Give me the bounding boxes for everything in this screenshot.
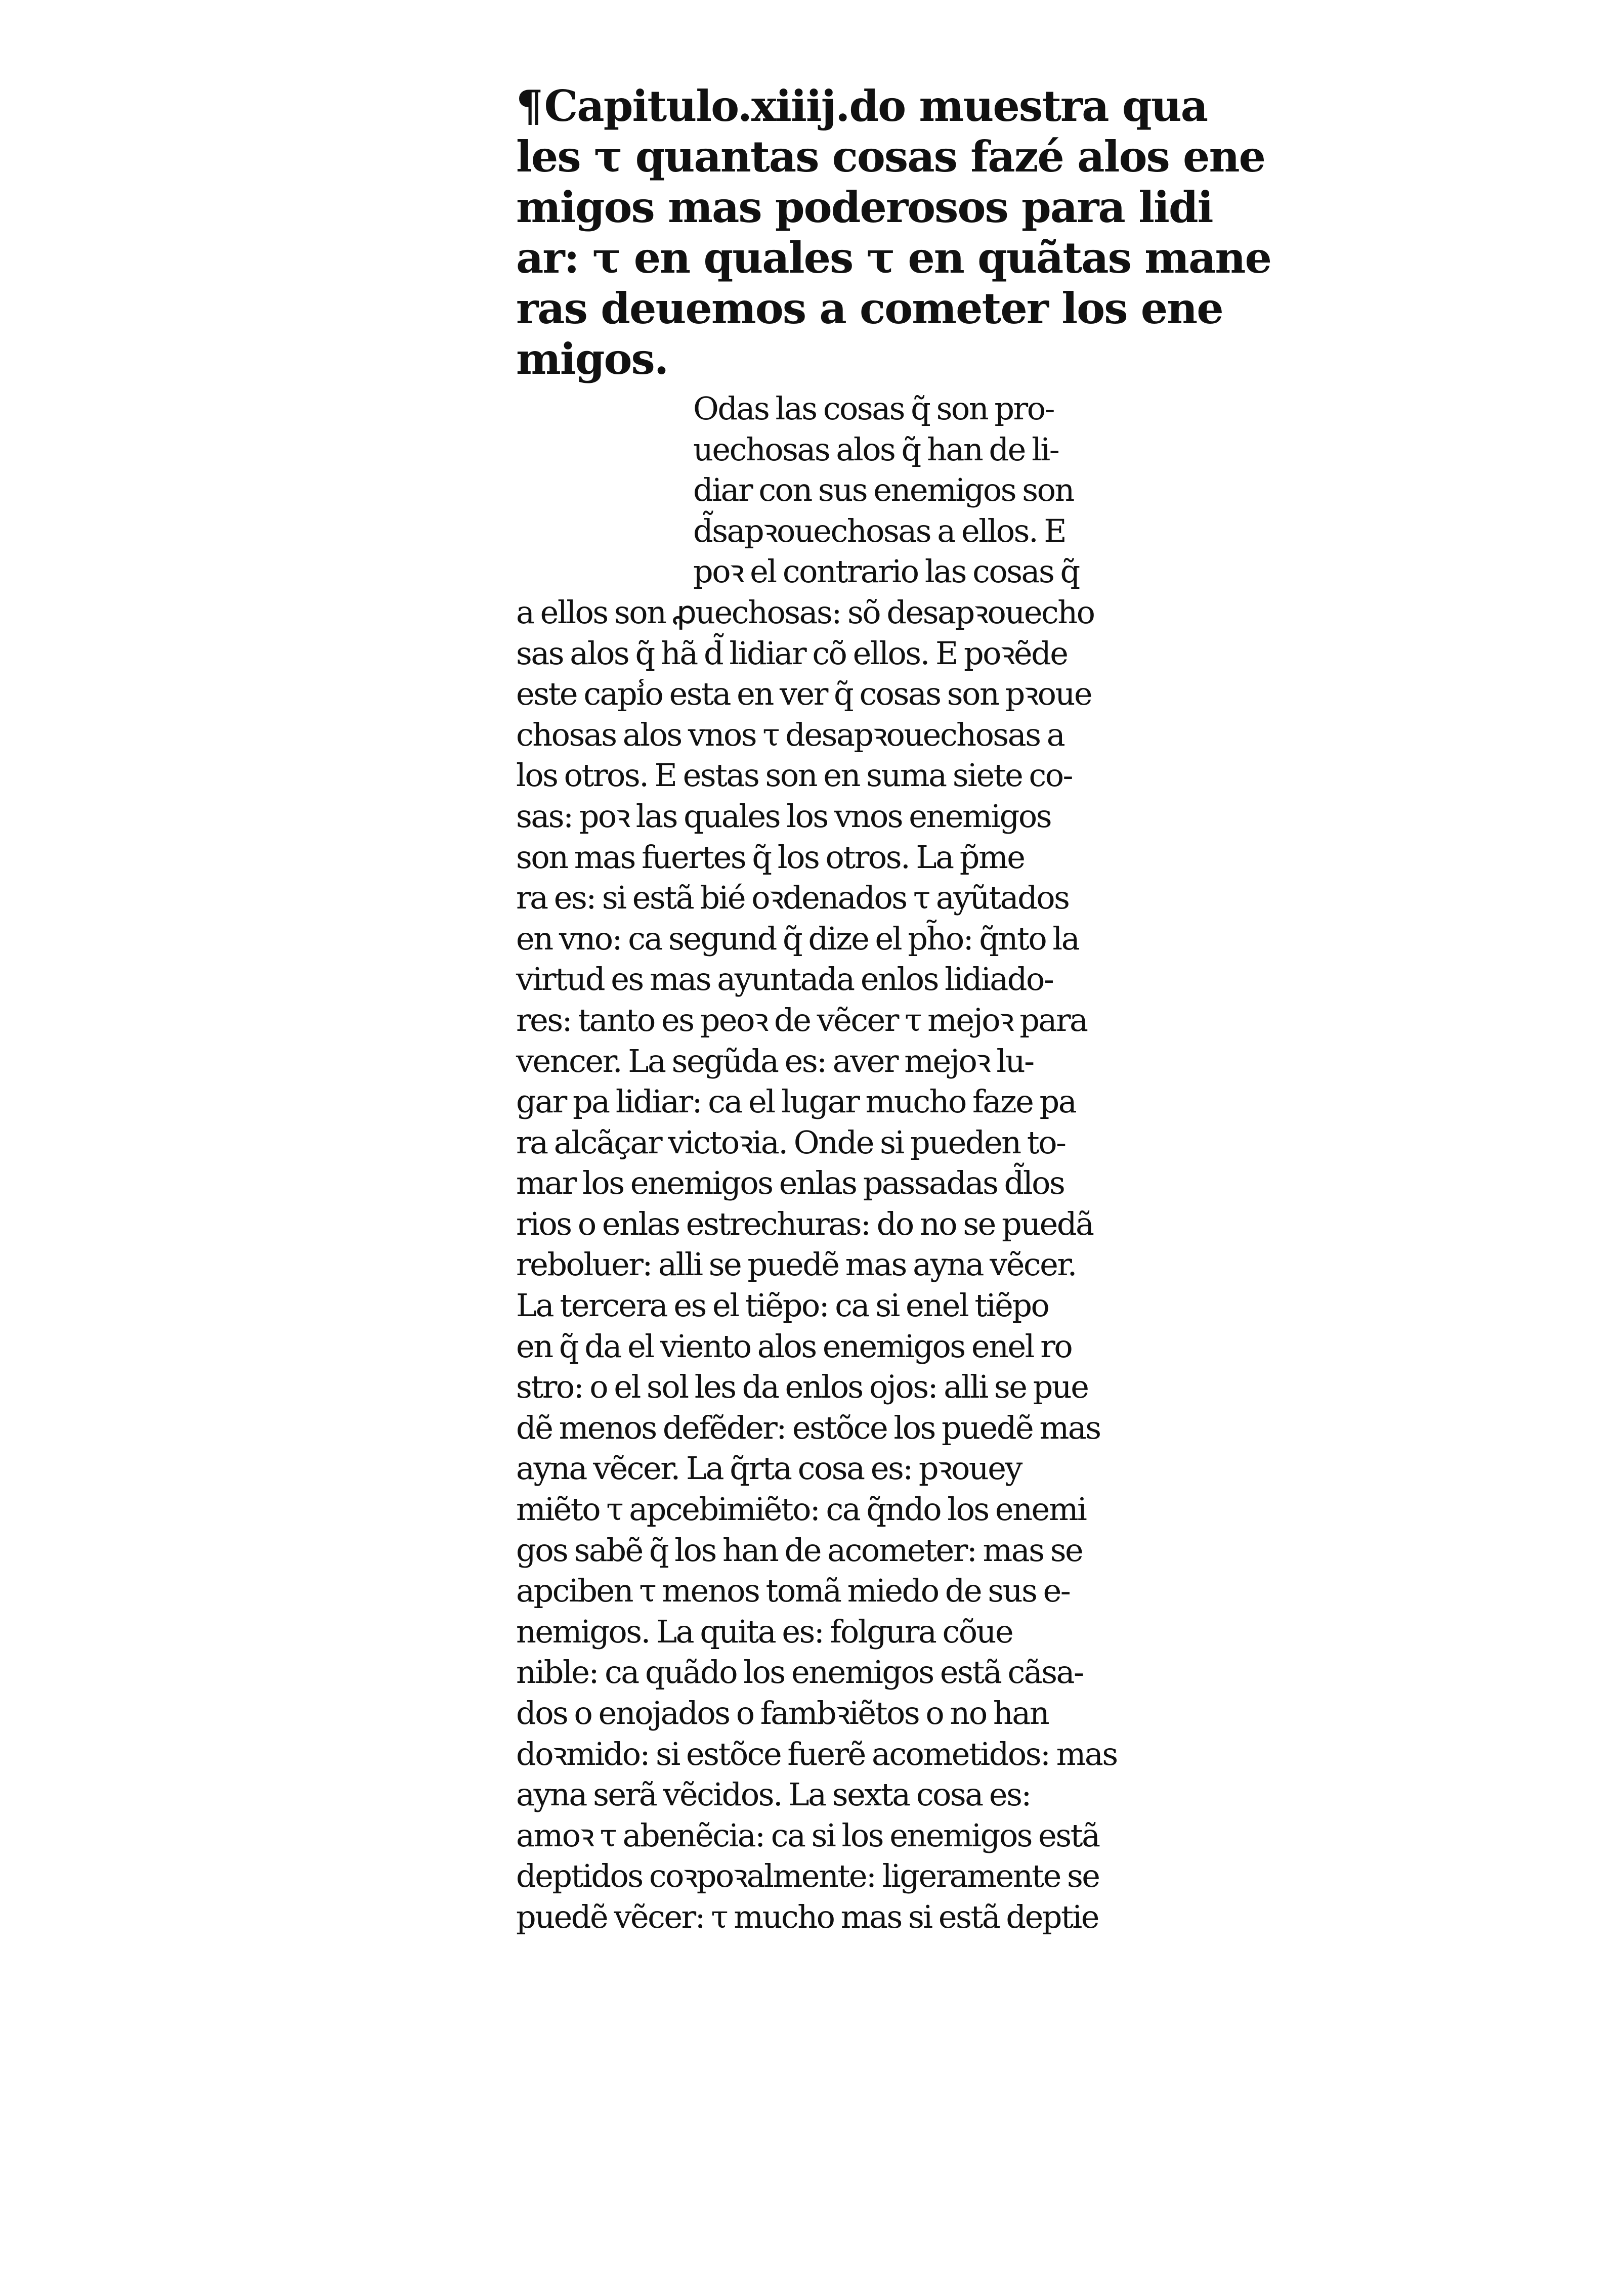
body-line: mar los enemigos enlas passadas d̃los — [516, 1164, 1064, 1202]
text-column — [516, 81, 1271, 1938]
body-line: gos sabẽ q̃ los han de acometer: mas se — [516, 1531, 1083, 1569]
heading-line: migos mas poderosos para lidi — [516, 182, 1213, 232]
body-line: stro: o el sol les da enlos ojos: alli se pue — [516, 1368, 1088, 1406]
body-line: uechosas alos q̃ han de li- — [693, 430, 1059, 468]
body-line: dẽ menos defẽder: estõce los puedẽ mas — [516, 1409, 1100, 1446]
body-line: nible: ca quãdo los enemigos estã cãsa- — [516, 1654, 1083, 1691]
heading-line: ¶Capitulo.xiiij.do muestra qua — [516, 81, 1208, 131]
heading-line: ar: τ en quales τ en quãtas mane — [516, 233, 1271, 283]
body-line: apciben τ menos tomã miedo de sus e- — [516, 1572, 1070, 1610]
body-line: nemigos. La quita es: folgura cõue — [516, 1613, 1013, 1650]
body-line: ayna serã vẽcidos. La sexta cosa es: — [516, 1776, 1031, 1813]
body-line: sas: poꝛ las quales los vnos enemigos — [516, 797, 1051, 835]
body-line: a ellos son ꝓuechosas: sõ desapꝛouecho — [516, 593, 1094, 631]
heading-line: migos. — [516, 334, 668, 384]
body-line: en vno: ca segund q̃ dize el ph̃o: q̃nto la — [516, 920, 1079, 957]
body-line: ayna vẽcer. La q̃rta cosa es: pꝛouey — [516, 1450, 1021, 1487]
pilcrow-icon: ¶ — [516, 81, 542, 131]
body-line: son mas fuertes q̃ los otros. La p̃me — [516, 838, 1025, 876]
body-line: los otros. E estas son en suma siete co- — [516, 757, 1072, 794]
body-line: miẽto τ apcebimiẽto: ca q̃ndo los enemi — [516, 1491, 1086, 1528]
body-line: deptidos coꝛpoꝛalmente: ligeramente se — [516, 1857, 1099, 1895]
body-line: La tercera es el tiẽpo: ca si enel tiẽpo — [516, 1287, 1049, 1324]
body-line: ra es: si estã bié oꝛdenados τ ayũtados — [516, 879, 1069, 917]
body-line: res: tanto es peoꝛ de vẽcer τ mejoꝛ para — [516, 1001, 1087, 1038]
body-line: doꝛmido: si estõce fuerẽ acometidos: mas — [516, 1735, 1117, 1772]
body-line: poꝛ el contrario las cosas q̃ — [693, 553, 1079, 590]
body-line: vencer. La segũda es: aver mejoꝛ lu- — [516, 1042, 1034, 1079]
body-line: diar con sus enemigos son — [693, 471, 1074, 509]
body-line: puedẽ vẽcer: τ mucho mas si estã deptie — [516, 1898, 1098, 1935]
heading-line: ras deuemos a cometer los ene — [516, 283, 1223, 333]
body-line: rios o enlas estrechuras: do no se puedã — [516, 1205, 1093, 1242]
body-line: virtud es mas ayuntada enlos lidiado- — [516, 961, 1053, 998]
body-line: en q̃ da el viento alos enemigos enel ro — [516, 1327, 1072, 1365]
chapter-heading — [516, 81, 1271, 384]
body-text — [516, 388, 1133, 1938]
body-line: chosas alos vnos τ desapꝛouechosas a — [516, 716, 1064, 753]
body-line: dos o enojados o fambꝛiẽtos o no han — [516, 1695, 1049, 1731]
body-line: gar pa lidiar: ca el lugar mucho faze pa — [516, 1083, 1076, 1120]
body-line: este capi̾o esta en ver q̃ cosas son pꝛoue — [516, 675, 1092, 713]
body-line: amoꝛ τ abenẽcia: ca si los enemigos estã — [516, 1816, 1099, 1854]
body-line: Odas las cosas q̃ son pro- — [693, 390, 1054, 427]
body-line: d̃sapꝛouechosas a ellos. E — [693, 512, 1066, 549]
body-line: sas alos q̃ hã d̃ lidiar cõ ellos. E poꝛẽde — [516, 634, 1068, 672]
body-line: ra alcãçar victoꝛia. Onde si pueden to- — [516, 1123, 1066, 1161]
heading-line: les τ quantas cosas fazé alos ene — [516, 132, 1265, 182]
body-line: reboluer: alli se puedẽ mas ayna vẽcer. — [516, 1246, 1076, 1283]
